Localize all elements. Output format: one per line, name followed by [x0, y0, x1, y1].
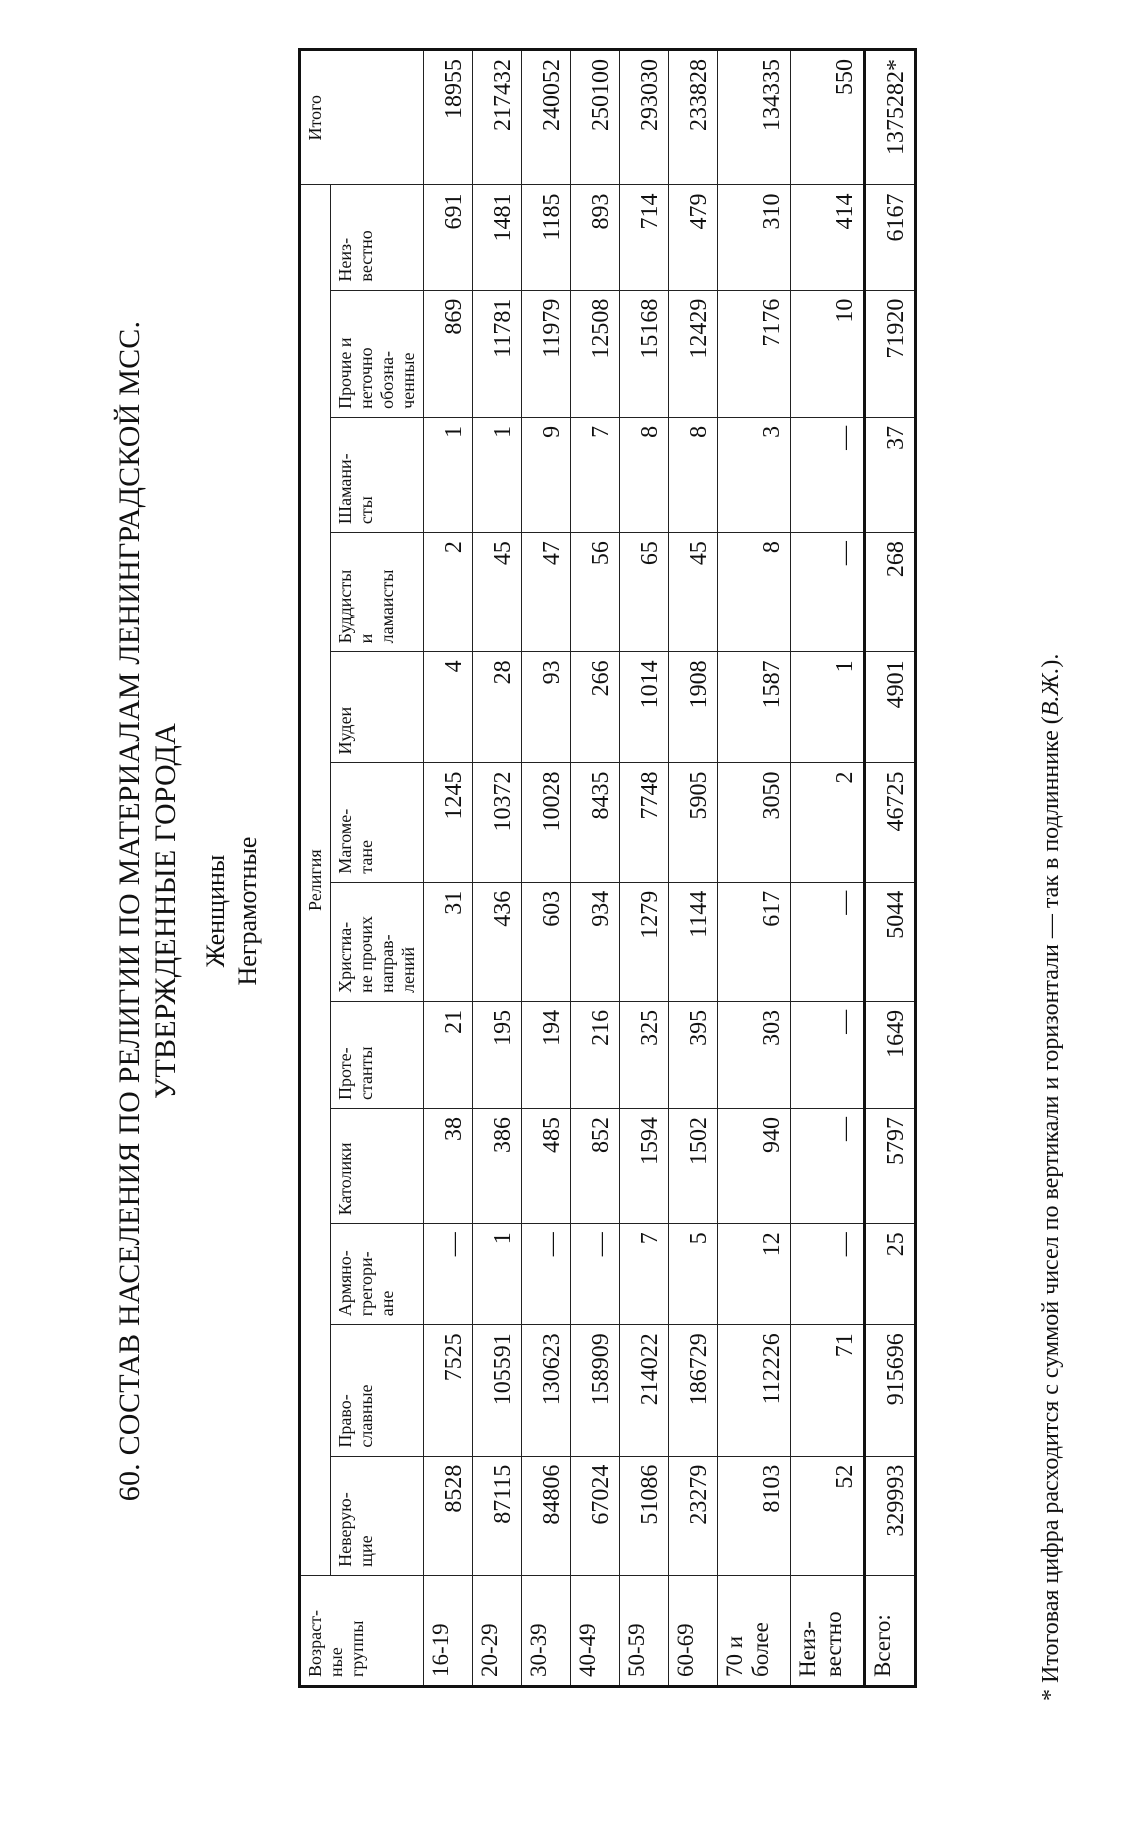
table-cell: 4901 — [865, 652, 916, 763]
table-row — [424, 50, 473, 1687]
header-buddhists: Буддисты и ламаисты — [331, 533, 424, 652]
table-cell: 1502 — [669, 1109, 718, 1224]
table-cell: 7176 — [718, 290, 791, 417]
table-cell: 550 — [791, 50, 865, 186]
table-row — [620, 50, 669, 1687]
table-cell: 9 — [522, 417, 571, 532]
table-cell: 1185 — [522, 185, 571, 290]
table-row — [571, 50, 620, 1687]
table-cell: 31 — [424, 882, 473, 1001]
table-cell: 158909 — [571, 1325, 620, 1456]
table-cell: — — [791, 1224, 865, 1325]
table-cell: 266 — [571, 652, 620, 763]
table-cell: 10 — [791, 290, 865, 417]
table-cell: 6167 — [865, 185, 916, 290]
table-cell: — — [791, 1001, 865, 1108]
table-cell: 8 — [718, 533, 791, 652]
table-cell: 250100 — [571, 50, 620, 186]
table-cell: 195 — [473, 1001, 522, 1108]
title-line-1: 60. СОСТАВ НАСЕЛЕНИЯ ПО РЕЛИГИИ ПО МАТЕРИАЛАМ ЛЕНИНГРАДСКОЙ МСС. — [113, 320, 146, 1502]
row-age-label: Неиз- вестно — [791, 1575, 865, 1686]
table-cell: 310 — [718, 185, 791, 290]
table-cell: — — [522, 1224, 571, 1325]
table-cell: 8 — [669, 417, 718, 532]
header-other: Прочие и неточно обозна- ченные — [331, 290, 424, 417]
document-subtitle — [200, 61, 264, 1761]
table-cell: 216 — [571, 1001, 620, 1108]
table-cell: 2 — [424, 533, 473, 652]
header-jews: Иудеи — [331, 652, 424, 763]
title-line-2: УТВЕРЖДЕННЫЕ ГОРОДА — [149, 723, 182, 1099]
header-armenian: Армяно- грегори- ане — [331, 1224, 424, 1325]
row-age-label: 16-19 — [424, 1575, 473, 1686]
table-cell: 112226 — [718, 1325, 791, 1456]
table-cell: 71 — [791, 1325, 865, 1456]
table-cell: 25 — [865, 1224, 916, 1325]
table-cell: 233828 — [669, 50, 718, 186]
table-cell: 37 — [865, 417, 916, 532]
table-cell: 12429 — [669, 290, 718, 417]
table-cell: 10028 — [522, 763, 571, 882]
table-cell: 1279 — [620, 882, 669, 1001]
table-cell: 691 — [424, 185, 473, 290]
table-cell: 240052 — [522, 50, 571, 186]
table-cell: 38 — [424, 1109, 473, 1224]
table-cell: 329993 — [865, 1456, 916, 1575]
table-cell: 1 — [473, 1224, 522, 1325]
table-row — [522, 50, 571, 1687]
table-cell: 18955 — [424, 50, 473, 186]
table-cell: 134335 — [718, 50, 791, 186]
table-cell: 268 — [865, 533, 916, 652]
table-cell: 485 — [522, 1109, 571, 1224]
table-cell: 8528 — [424, 1456, 473, 1575]
table-cell: 1 — [424, 417, 473, 532]
table-cell: 1587 — [718, 652, 791, 763]
table-cell: 7 — [620, 1224, 669, 1325]
table-cell: 395 — [669, 1001, 718, 1108]
table-cell: — — [791, 417, 865, 532]
table-cell: 71920 — [865, 290, 916, 417]
table-cell: 10372 — [473, 763, 522, 882]
row-age-label: 40-49 — [571, 1575, 620, 1686]
table-cell: 934 — [571, 882, 620, 1001]
table-cell: 194 — [522, 1001, 571, 1108]
row-age-label: 70 и более — [718, 1575, 791, 1686]
table-body — [424, 50, 916, 1687]
table-cell: 186729 — [669, 1325, 718, 1456]
header-unknown: Неиз- вестно — [331, 185, 424, 290]
table-cell: 12 — [718, 1224, 791, 1325]
header-total: Итого — [300, 50, 424, 186]
row-age-label: 60-69 — [669, 1575, 718, 1686]
table-cell: 940 — [718, 1109, 791, 1224]
table-cell: 217432 — [473, 50, 522, 186]
table-cell: 93 — [522, 652, 571, 763]
table-cell: 8435 — [571, 763, 620, 882]
table-cell: 1 — [791, 652, 865, 763]
table-cell: 1375282* — [865, 50, 916, 186]
footnote-text: * Итоговая цифра расходится с суммой чисел по вертикали и горизонтали — так в подлиннике ( — [1038, 716, 1064, 1701]
table-cell: 617 — [718, 882, 791, 1001]
table-cell: — — [424, 1224, 473, 1325]
table-cell: — — [791, 882, 865, 1001]
table-cell: 5 — [669, 1224, 718, 1325]
table-cell: 1481 — [473, 185, 522, 290]
table-cell: 3050 — [718, 763, 791, 882]
header-shamanists: Шамани- сты — [331, 417, 424, 532]
table-cell: 1649 — [865, 1001, 916, 1108]
table-cell: 7748 — [620, 763, 669, 882]
table-cell: — — [791, 1109, 865, 1224]
table-cell: 293030 — [620, 50, 669, 186]
table-cell: 45 — [473, 533, 522, 652]
header-muslims: Магоме- тане — [331, 763, 424, 882]
table-row — [718, 50, 791, 1687]
header-nonbelievers: Неверую- щие — [331, 1456, 424, 1575]
table-cell: 130623 — [522, 1325, 571, 1456]
table-cell: 1014 — [620, 652, 669, 763]
table-cell: 45 — [669, 533, 718, 652]
footnote — [1036, 41, 1066, 1701]
table-cell: 28 — [473, 652, 522, 763]
table-cell: 479 — [669, 185, 718, 290]
table-cell: 214022 — [620, 1325, 669, 1456]
footnote-end: ). — [1038, 653, 1064, 668]
table-cell: 2 — [791, 763, 865, 882]
table-row — [473, 50, 522, 1687]
row-age-label: 30-39 — [522, 1575, 571, 1686]
table-cell: 325 — [620, 1001, 669, 1108]
table-cell: 7 — [571, 417, 620, 532]
table-cell: 8 — [620, 417, 669, 532]
table-cell: 869 — [424, 290, 473, 417]
table-cell: 714 — [620, 185, 669, 290]
header-orthodox: Право- славные — [331, 1325, 424, 1456]
table-cell: 15168 — [620, 290, 669, 417]
table-cell: 56 — [571, 533, 620, 652]
table-cell: 47 — [522, 533, 571, 652]
table-cell: 915696 — [865, 1325, 916, 1456]
table-cell: 84806 — [522, 1456, 571, 1575]
table-cell: 1908 — [669, 652, 718, 763]
table-cell: 12508 — [571, 290, 620, 417]
table-cell: 893 — [571, 185, 620, 290]
table-cell: — — [571, 1224, 620, 1325]
subtitle-line-2: Неграмотные — [233, 836, 262, 986]
table-cell: 5905 — [669, 763, 718, 882]
table-row — [865, 50, 916, 1687]
table-cell: 52 — [791, 1456, 865, 1575]
table-cell: — — [791, 533, 865, 652]
table-cell: 21 — [424, 1001, 473, 1108]
table-cell: 23279 — [669, 1456, 718, 1575]
header-religion: Религия — [300, 185, 331, 1575]
table-cell: 1 — [473, 417, 522, 532]
subtitle-line-1: Женщины — [201, 854, 230, 968]
table-cell: 51086 — [620, 1456, 669, 1575]
table-cell: 7525 — [424, 1325, 473, 1456]
table-cell: 11781 — [473, 290, 522, 417]
header-row-1 — [300, 50, 331, 1687]
table-cell: 4 — [424, 652, 473, 763]
table-cell: 414 — [791, 185, 865, 290]
footnote-initials: В.Ж. — [1038, 667, 1064, 717]
table-cell: 11979 — [522, 290, 571, 417]
table-cell: 303 — [718, 1001, 791, 1108]
header-protestants: Проте- станты — [331, 1001, 424, 1108]
table-row — [669, 50, 718, 1687]
table-cell: 1144 — [669, 882, 718, 1001]
table-cell: 87115 — [473, 1456, 522, 1575]
table-cell: 65 — [620, 533, 669, 652]
table-cell: 436 — [473, 882, 522, 1001]
table-cell: 603 — [522, 882, 571, 1001]
table-row — [791, 50, 865, 1687]
religion-table — [298, 48, 917, 1688]
header-row-2 — [331, 50, 424, 1687]
table-cell: 3 — [718, 417, 791, 532]
row-age-label: Всего: — [865, 1575, 916, 1686]
table-cell: 5044 — [865, 882, 916, 1001]
header-age: Возраст- ные группы — [300, 1575, 424, 1686]
header-christians-other: Христиа- не прочих направ- лений — [331, 882, 424, 1001]
row-age-label: 20-29 — [473, 1575, 522, 1686]
table-cell: 5797 — [865, 1109, 916, 1224]
table-cell: 46725 — [865, 763, 916, 882]
document-title — [112, 61, 184, 1761]
table-cell: 105591 — [473, 1325, 522, 1456]
header-catholics: Католики — [331, 1109, 424, 1224]
table-cell: 852 — [571, 1109, 620, 1224]
table-cell: 386 — [473, 1109, 522, 1224]
table-cell: 67024 — [571, 1456, 620, 1575]
table-cell: 8103 — [718, 1456, 791, 1575]
table-cell: 1594 — [620, 1109, 669, 1224]
row-age-label: 50-59 — [620, 1575, 669, 1686]
table-cell: 1245 — [424, 763, 473, 882]
